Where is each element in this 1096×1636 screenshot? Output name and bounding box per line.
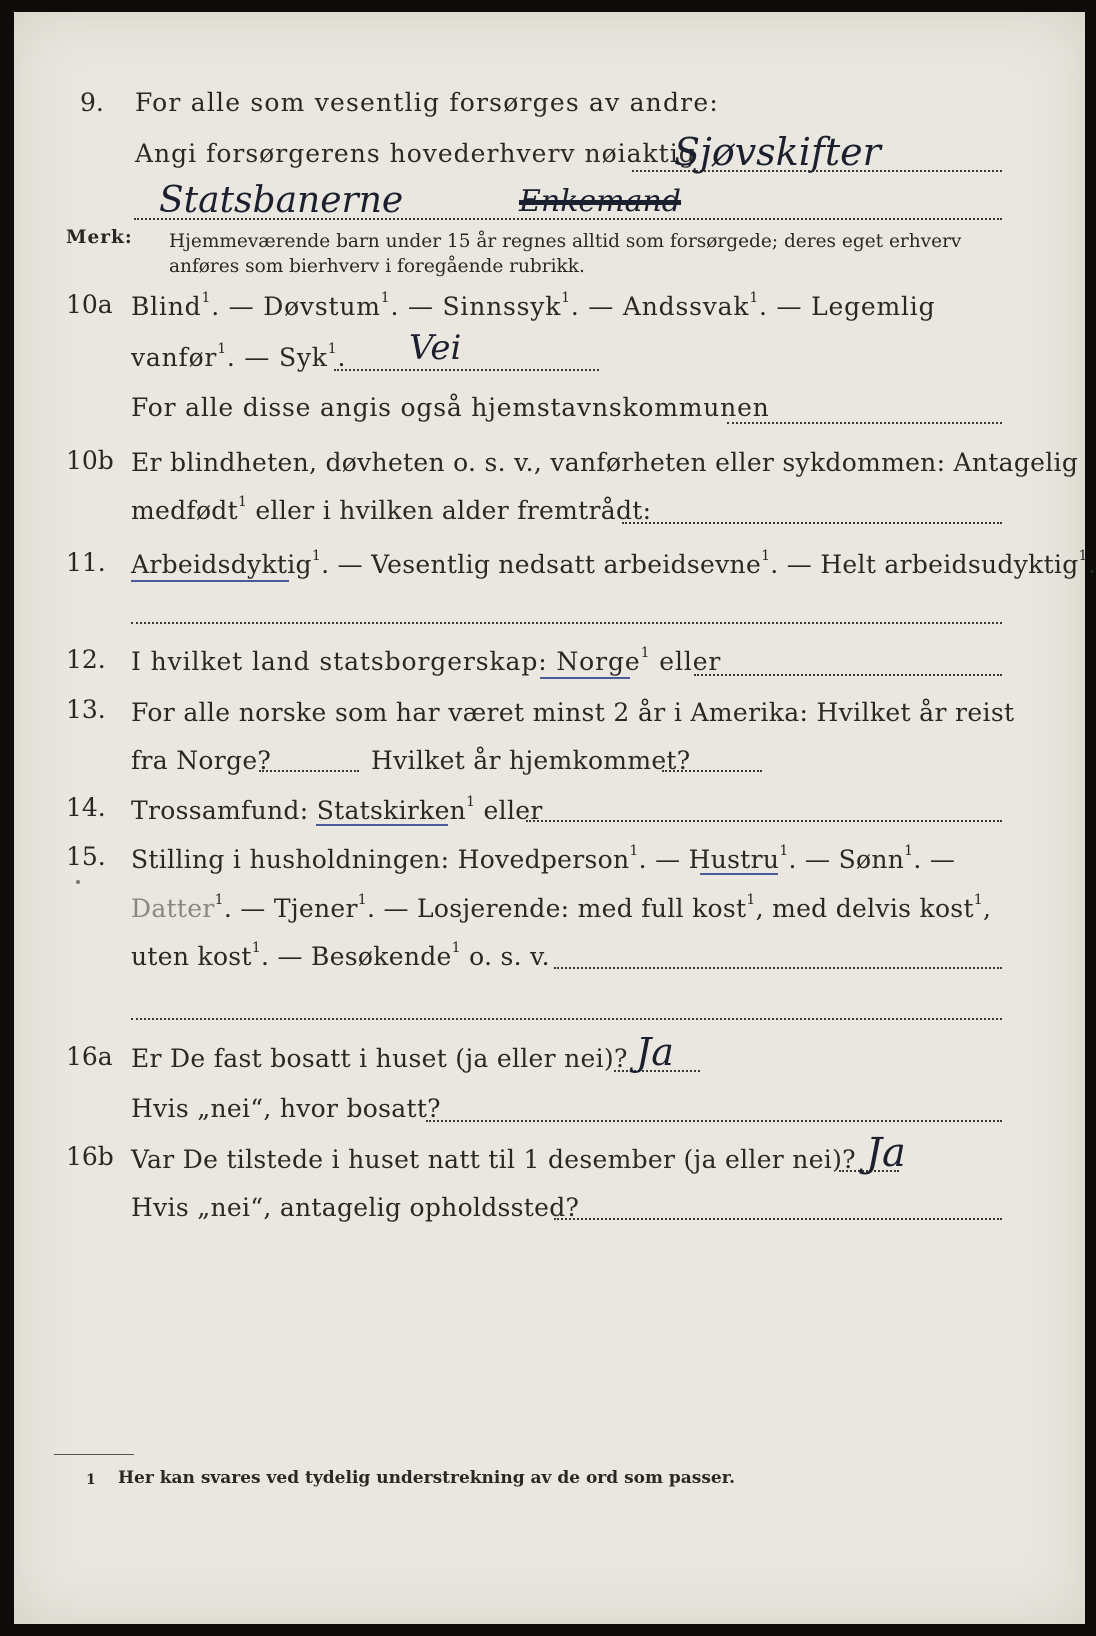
- q10a-answer: Vei: [409, 328, 462, 368]
- q9-second-line: [134, 218, 1002, 220]
- q13-line2b: Hvilket år hjemkommet?: [371, 746, 691, 775]
- q10a-hometown-line: [727, 422, 1002, 424]
- q9-struck-word: Enkemand: [519, 184, 682, 219]
- q16a-line2: Hvis „nei“, hvor bosatt?: [131, 1094, 441, 1123]
- merk-label: Merk:: [66, 227, 133, 248]
- q15-underline-mark: [700, 873, 778, 875]
- q11-line: Arbeidsdyktig$^1$. — Vesentlig nedsatt arbeidsevne$^1$. — Helt arbeidsudyktig$^1$.: [131, 548, 1096, 579]
- q9-line2: Angi forsørgerens hovederhverv nøiaktig: [135, 139, 696, 168]
- q11-underline-mark: [131, 580, 289, 582]
- q16b-line1: Var De tilstede i huset natt til 1 desember (ja eller nei)?: [131, 1145, 856, 1174]
- q11-dotted-line: [131, 622, 1002, 624]
- footnote-mark: 1: [86, 1472, 96, 1488]
- q10b-line1: Er blindheten, døvheten o. s. v., vanførheten eller sykdommen: Antagelig: [131, 448, 1079, 477]
- q13-returned-line: [662, 770, 762, 772]
- q15-second-line: [131, 1018, 1002, 1020]
- q16b-number: 16b: [66, 1142, 114, 1171]
- q12-underline-mark: [540, 677, 630, 679]
- q15-line3: uten kost$^1$. — Besøkende$^1$ o. s. v.: [131, 940, 550, 971]
- q9-line1: For alle som vesentlig forsørges av andre:: [135, 88, 719, 117]
- q13-line2a: fra Norge?: [131, 746, 272, 775]
- q9-answer-occupation: Sjøvskifter: [674, 130, 881, 174]
- q9-answer-employer: Statsbanerne: [159, 180, 404, 221]
- q16a-number: 16a: [66, 1042, 113, 1071]
- q13-line1: For alle norske som har været minst 2 år i Amerika: Hvilket år reist: [131, 698, 1015, 727]
- merk-line2: anføres som bierhverv i foregående rubrikk.: [169, 256, 585, 277]
- q16b-answer: Ja: [866, 1130, 906, 1176]
- q10a-line3: For alle disse angis også hjemstavnskommunen: [131, 393, 770, 422]
- footnote-rule: [54, 1454, 134, 1455]
- q16a-line1: Er De fast bosatt i huset (ja eller nei)?: [131, 1044, 628, 1073]
- q10a-number: 10a: [66, 290, 113, 319]
- q10a-line2: vanfør$^1$. — Syk$^1$.: [131, 341, 347, 372]
- q13-number: 13.: [66, 695, 106, 724]
- q15-line2: Datter$^1$. — Tjener$^1$. — Losjerende: med full kost$^1$, med delvis kost$^1$,: [131, 892, 992, 923]
- q10a-line1: Blind$^1$. — Døvstum$^1$. — Sinnssyk$^1$. — Andssvak$^1$. — Legemlig: [131, 290, 936, 321]
- q12-number: 12.: [66, 645, 106, 674]
- q15-number: 15.: [66, 842, 106, 871]
- q10b-line2: medfødt$^1$ eller i hvilken alder fremtrådt:: [131, 494, 652, 525]
- q15-dotted-line: [554, 967, 1002, 969]
- q11-number: 11.: [66, 548, 106, 577]
- q14-number: 14.: [66, 793, 106, 822]
- q14-line: Trossamfund: Statskirken$^1$ eller: [131, 794, 543, 825]
- q15-line1: Stilling i husholdningen: Hovedperson$^1$. — Hustru$^1$. — Sønn$^1$. —: [131, 843, 956, 874]
- q9-number: 9.: [80, 88, 104, 117]
- q10b-dotted-line: [622, 522, 1002, 524]
- q16a-dotted-line: [426, 1120, 1002, 1122]
- q16b-line2: Hvis „nei“, antagelig opholdssted?: [131, 1193, 580, 1222]
- q16b-dotted-line: [554, 1218, 1002, 1220]
- q10a-dotted-line: [334, 369, 599, 371]
- dot-mark: [76, 880, 80, 884]
- merk-line1: Hjemmeværende barn under 15 år regnes alltid som forsørgede; deres eget erhverv: [169, 231, 962, 252]
- q14-underline-mark: [316, 824, 448, 826]
- q16a-answer: Ja: [636, 1030, 674, 1074]
- q14-dotted-line: [526, 820, 1002, 822]
- q12-dotted-line: [694, 674, 1002, 676]
- form-page: [14, 12, 1096, 1624]
- footnote-text: Her kan svares ved tydelig understrekning av de ord som passer.: [118, 1468, 736, 1488]
- q13-departed-line: [259, 770, 359, 772]
- q10b-number: 10b: [66, 446, 114, 475]
- q12-line: I hvilket land statsborgerskap: Norge$^1$ eller: [131, 645, 722, 676]
